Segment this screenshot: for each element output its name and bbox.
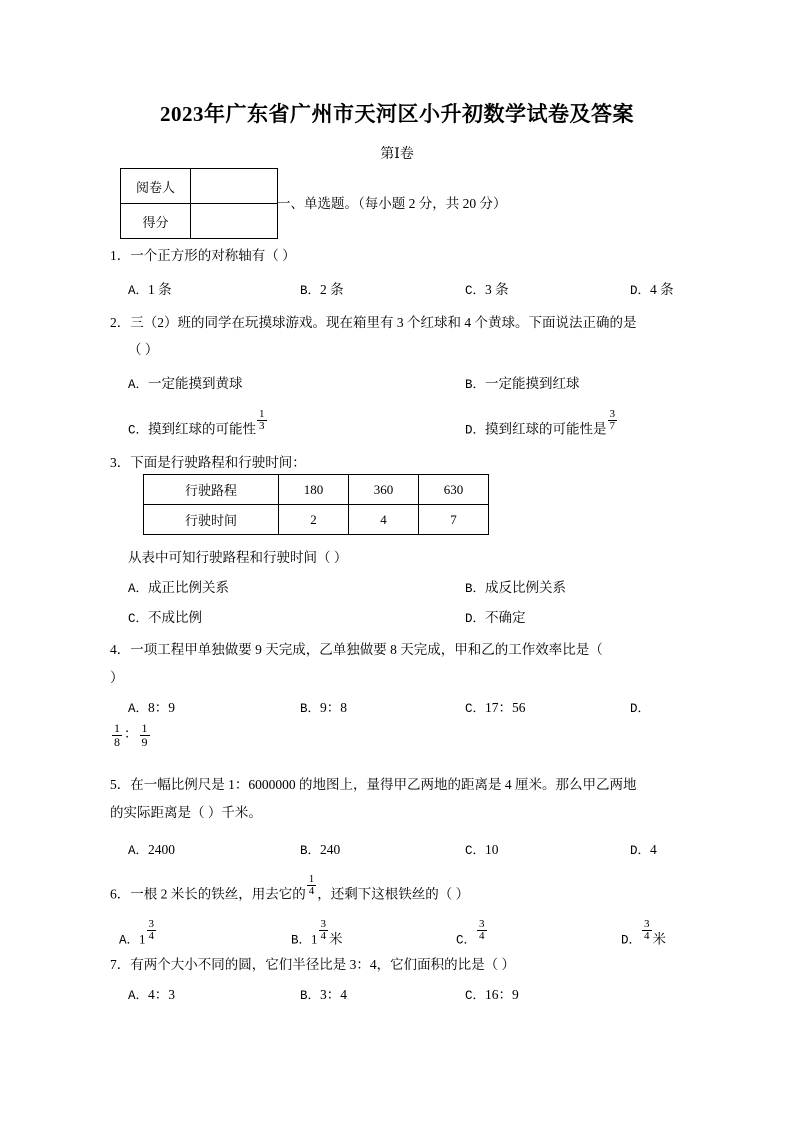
question-4-option-a[interactable] [128, 698, 175, 719]
grader-label: 阅卷人 [121, 169, 191, 204]
question-7-number: 7． [110, 957, 131, 972]
score-value[interactable] [191, 204, 278, 239]
option-label: C． [128, 423, 149, 438]
question-5-stem-line2: 的实际距离是（ ）千米。 [110, 805, 262, 820]
option-label: B． [300, 844, 321, 858]
option-label: C． [465, 702, 486, 716]
question-6-option-c[interactable] [456, 918, 488, 951]
option-label: D． [465, 612, 486, 626]
option-text: 9：8 [320, 700, 348, 715]
option-text: 3 条 [485, 282, 509, 297]
question-3-stem [110, 453, 306, 473]
option-label: C． [128, 612, 149, 626]
question-2-stem-line2: （ ） [128, 342, 159, 357]
fraction-one-ninth: $\frac{1}{9}$ [141, 721, 148, 749]
question-3-text: 下面是行驶路程和行驶时间： [130, 455, 306, 470]
question-4-number: 4． [110, 642, 131, 657]
fraction-three-fourths: $\frac{3}{4}$ [479, 918, 485, 943]
question-1-option-c[interactable] [465, 280, 509, 301]
option-label: A． [128, 378, 149, 392]
question-6-option-d[interactable] [621, 918, 667, 951]
question-6-text-after: ，还剩下这根铁丝的（ ） [317, 886, 470, 902]
question-7-option-c[interactable] [465, 985, 519, 1006]
section-heading: 一、单选题。（每小题 2 分，共 20 分） [277, 196, 507, 211]
option-text: 17：56 [485, 700, 526, 715]
table-row [144, 475, 489, 505]
question-5-option-c[interactable] [465, 840, 499, 861]
fraction-three-fourths: $\frac{3}{4}$ [320, 918, 327, 943]
option-text: 8：9 [148, 700, 176, 715]
grader-value[interactable] [191, 169, 278, 204]
option-label: C． [465, 989, 486, 1003]
option-text: 不确定 [485, 610, 526, 625]
ratio-separator: ： [124, 726, 138, 742]
question-4-text: 一项工程甲单独做要 9 天完成，乙单独做要 8 天完成，甲和乙的工作效率比是（ [130, 642, 603, 657]
option-label: B． [291, 933, 312, 948]
option-text: 摸到红球的可能性 [148, 421, 257, 437]
question-3-sub-stem: 从表中可知行驶路程和行驶时间（ ） [128, 550, 348, 565]
question-4-option-d-label[interactable] [630, 698, 650, 719]
time-value: 4 [349, 505, 419, 535]
question-1-option-a[interactable] [128, 280, 172, 301]
time-value: 7 [419, 505, 489, 535]
question-5-stem-line1 [110, 775, 637, 795]
option-label: B． [300, 702, 321, 716]
table-row [121, 204, 278, 239]
option-label: C． [456, 933, 477, 948]
distance-value: 180 [279, 475, 349, 505]
option-label: A． [119, 933, 140, 948]
row-label-distance: 行驶路程 [144, 475, 279, 505]
page-title: 2023年广东省广州市天河区小升初数学试卷及答案 [160, 102, 634, 126]
option-label: B． [465, 378, 486, 392]
question-3-option-b[interactable] [465, 578, 566, 599]
question-1-number: 1． [110, 248, 131, 263]
distance-value: 360 [349, 475, 419, 505]
grading-table [120, 168, 278, 239]
option-text: 4 条 [650, 282, 674, 297]
option-label: B． [300, 284, 321, 298]
option-text: 4：3 [148, 987, 176, 1002]
option-unit: 米 [652, 931, 667, 947]
option-label: D． [630, 284, 651, 298]
option-label: D． [465, 423, 486, 438]
table-row [121, 169, 278, 204]
fraction-three-fourths: $\frac{3}{4}$ [148, 918, 155, 943]
question-6-option-b[interactable] [291, 918, 343, 951]
question-2-stem-line1 [110, 313, 637, 333]
question-1-option-d[interactable] [630, 280, 674, 301]
time-value: 2 [279, 505, 349, 535]
option-text: 2 条 [320, 282, 344, 297]
option-unit: 米 [329, 931, 343, 947]
question-1-stem [110, 246, 296, 266]
option-text: 3：4 [320, 987, 348, 1002]
fraction-one-eighth: $\frac{1}{8}$ [114, 721, 120, 749]
question-4-option-d-value[interactable] [110, 722, 152, 748]
fraction-three-fourths: $\frac{3}{4}$ [644, 918, 650, 943]
question-3-option-c[interactable] [128, 608, 202, 629]
question-6-text-before: 一根 2 米长的铁丝，用去它的 [130, 886, 306, 902]
option-label: B． [300, 989, 321, 1003]
option-text: 一定能摸到黄球 [148, 376, 243, 391]
option-text: 摸到红球的可能性是 [485, 421, 607, 437]
question-2-option-b[interactable] [465, 374, 580, 395]
option-label: D． [630, 844, 651, 858]
table-row [144, 505, 489, 535]
option-label: C． [465, 844, 486, 858]
question-7-option-a[interactable] [128, 985, 175, 1006]
option-label: D． [630, 702, 651, 716]
question-5-option-a[interactable] [128, 840, 175, 861]
question-1-option-b[interactable] [300, 280, 344, 301]
option-label: D． [621, 933, 642, 948]
option-text: 240 [320, 842, 341, 857]
question-3-option-d[interactable] [465, 608, 526, 629]
question-5-number: 5． [110, 777, 131, 792]
question-1-text: 一个正方形的对称轴有（ ） [130, 248, 296, 263]
option-text: 1 条 [148, 282, 172, 297]
mixed-integer: 1 [139, 931, 146, 947]
option-label: A． [128, 844, 149, 858]
fraction-one-third: $\frac{1}{3}$ [259, 408, 265, 433]
score-label: 得分 [121, 204, 191, 239]
question-2-option-a[interactable] [128, 374, 243, 395]
distance-time-table [143, 474, 489, 535]
question-4-stem-line2: ） [110, 670, 124, 685]
option-text: 10 [485, 842, 499, 857]
question-6-option-a[interactable] [119, 918, 157, 951]
distance-value: 630 [419, 475, 489, 505]
question-5-option-d[interactable] [630, 840, 657, 861]
option-label: A． [128, 702, 149, 716]
option-label: B． [465, 582, 486, 596]
question-3-option-a[interactable] [128, 578, 229, 599]
option-text: 16：9 [485, 987, 519, 1002]
question-2-option-c[interactable] [128, 408, 268, 441]
option-text: 不成比例 [148, 610, 203, 625]
question-6-number: 6． [110, 886, 131, 902]
question-6-stem [110, 873, 470, 905]
volume-label: 第Ⅰ卷 [380, 147, 414, 162]
question-4-option-c[interactable] [465, 698, 526, 719]
option-label: A． [128, 582, 149, 596]
option-label: A． [128, 989, 149, 1003]
mixed-integer: 1 [311, 931, 318, 947]
option-text: 2400 [148, 842, 176, 857]
option-label: A． [128, 284, 149, 298]
question-3-number: 3． [110, 455, 131, 470]
option-label: C． [465, 284, 486, 298]
question-4-stem-line1 [110, 640, 603, 660]
question-7-text: 有两个大小不同的圆，它们半径比是 3：4，它们面积的比是（ ） [130, 957, 515, 972]
question-5-option-b[interactable] [300, 840, 340, 861]
option-text: 4 [650, 842, 657, 857]
question-7-stem [110, 955, 515, 975]
question-2-text: 三（2）班的同学在玩摸球游戏。现在箱里有 3 个红球和 4 个黄球。下面说法正确的是 [130, 315, 637, 330]
option-text: 成反比例关系 [485, 580, 567, 595]
question-7-option-b[interactable] [300, 985, 347, 1006]
question-5-text: 在一幅比例尺是 1：6000000 的地图上，量得甲乙两地的距离是 4 厘米。那么甲乙两地 [130, 777, 637, 792]
row-label-time: 行驶时间 [144, 505, 279, 535]
question-2-number: 2． [110, 315, 131, 330]
question-2-option-d[interactable] [465, 408, 618, 441]
fraction-three-sevenths: $\frac{3}{7}$ [609, 408, 616, 433]
question-4-option-b[interactable] [300, 698, 347, 719]
fraction-one-fourth: $\frac{1}{4}$ [308, 873, 315, 898]
option-text: 成正比例关系 [148, 580, 230, 595]
option-text: 一定能摸到红球 [485, 376, 580, 391]
